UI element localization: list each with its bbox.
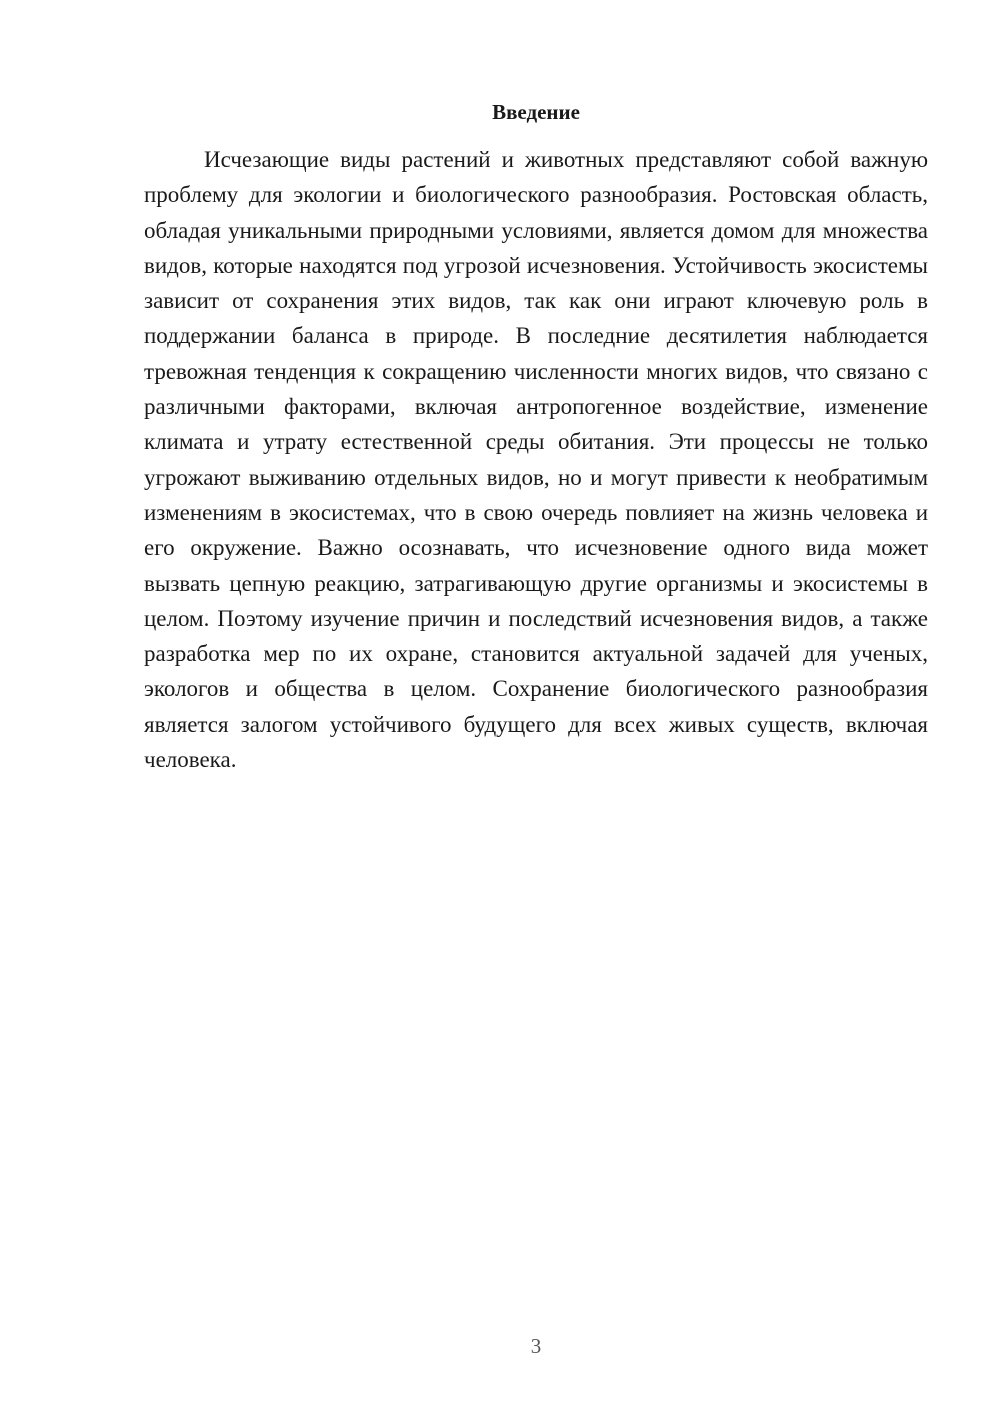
section-heading: Введение (492, 100, 580, 124)
page-number: 3 (530, 1334, 542, 1358)
body-paragraph: Исчезающие виды растений и животных представляют собой важную проблему для экологии и биологического разнообразия. Ростовская область, обладая уникальными природными условиями, является домом для множества видов, которые находятся под угрозой исчезновения. Устойчивость экосистемы зависит от сохранения этих видов, так как они играют ключевую роль в поддержании баланса в природе. В последние десятилетия наблюдается тревожная тенденция к сокращению численности многих видов, что связано с различными факторами, включая антропогенное воздействие, изменение климата и утрату естественной среды обитания. Эти процессы не только угрожают выживанию отдельных видов, но и могут привести к необратимым изменениям в экосистемах, что в свою очередь повлияет на жизнь человека и его окружение. Важно осознавать, что исчезновение одного вида может вызвать цепную реакцию, затрагивающую другие организмы и экосистемы в целом. Поэтому изучение причин и последствий исчезновения видов, а также разработка мер по их охране, становится актуальной задачей для ученых, экологов и общества в целом. Сохранение биологического разнообразия является залогом устойчивого будущего для всех живых существ, включая человека. (144, 147, 928, 773)
